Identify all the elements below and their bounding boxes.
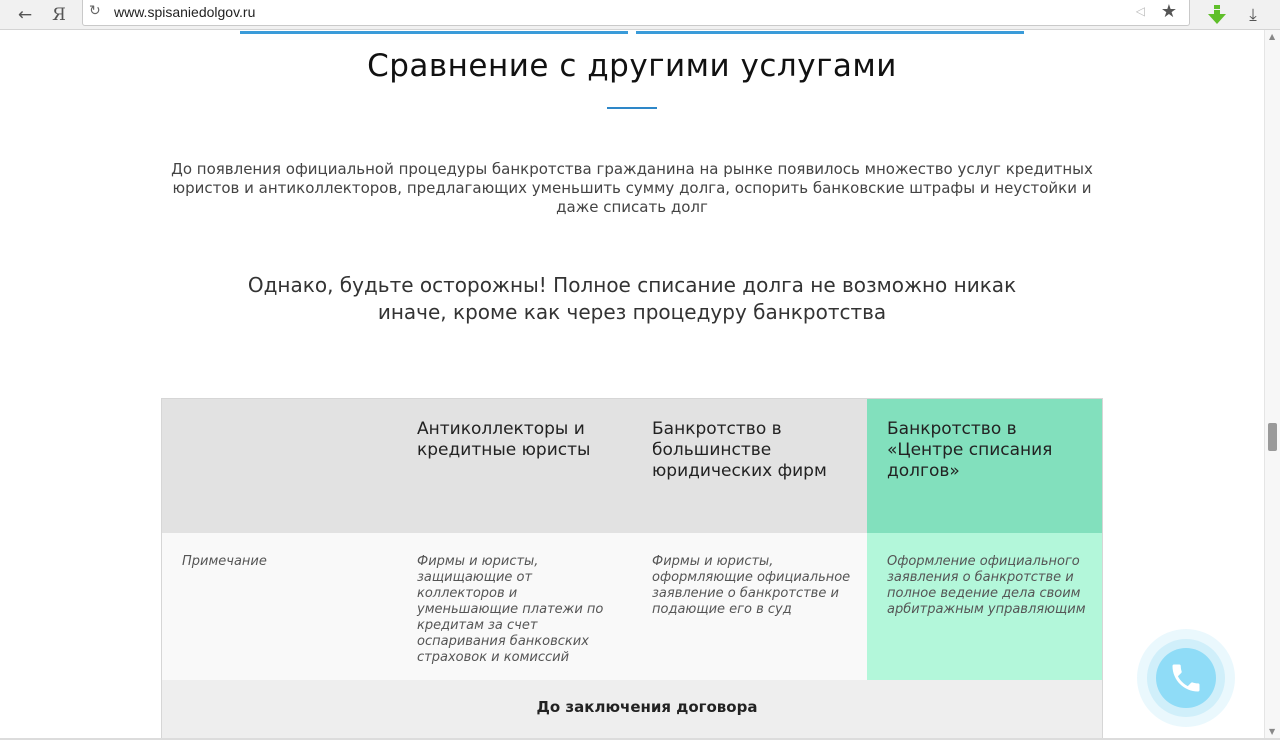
cell-text: Оформление официального заявления о банкротстве и полное ведение дела своим арбитражным управляющим: [887, 554, 1086, 617]
table-header-anticollectors: [397, 399, 632, 533]
scrollbar-thumb[interactable]: [1268, 423, 1277, 451]
yandex-icon[interactable]: Я: [52, 5, 66, 25]
table-header-debt-center: [867, 399, 1102, 533]
back-icon[interactable]: ←: [17, 5, 33, 25]
table-cell-law-firms-note: [632, 533, 867, 680]
table-header-empty: [162, 399, 397, 533]
title-divider: [607, 107, 657, 109]
page-content: [0, 30, 1264, 738]
bookmark-star-icon[interactable]: ★: [1160, 1, 1177, 22]
scroll-up-icon[interactable]: ▲: [1269, 32, 1276, 41]
cell-text: Примечание: [182, 554, 267, 569]
table-cell-debt-center-note: [867, 533, 1102, 680]
comparison-table: [161, 398, 1103, 738]
address-bar[interactable]: [82, 0, 1190, 26]
url-text[interactable]: www.spisaniedolgov.ru: [114, 4, 256, 20]
table-header-law-firms: [632, 399, 867, 533]
header-label: Банкротство в «Центре списания долгов»: [887, 419, 1053, 481]
table-cell-anticollectors-note: [397, 533, 632, 680]
table-section-row: [162, 680, 1102, 738]
browser-toolbar: [0, 0, 1280, 30]
vertical-scrollbar[interactable]: [1264, 30, 1280, 738]
header-label: Антиколлекторы и кредитные юристы: [417, 419, 591, 460]
scroll-down-icon[interactable]: ▼: [1269, 727, 1276, 736]
tab-underline-right: [636, 31, 1024, 34]
section-label: До заключения договора: [536, 698, 758, 716]
tab-underline-left: [240, 31, 628, 34]
cell-text: Фирмы и юристы, оформляющие официальное заявление о банкротстве и подающие его в суд: [652, 554, 851, 617]
downloads-icon[interactable]: ⤓: [1249, 5, 1257, 25]
intro-text: До появления официальной процедуры банкротства гражданина на рынке появилось множество услуг кредитных юристов и антиколлекторов, предлагающих уменьшить сумму долга, оспорить банковские штрафы и неустойки и даже списать долг: [171, 160, 1093, 216]
table-cell-note-label: [162, 533, 397, 680]
header-label: Банкротство в большинстве юридических фирм: [652, 419, 827, 481]
reload-icon[interactable]: ↻: [89, 3, 101, 19]
phone-icon: [1168, 660, 1204, 696]
call-button[interactable]: [1156, 648, 1216, 708]
warning-text: Однако, будьте осторожны! Полное списание долга не возможно никак иначе, кроме как через процедуру банкротства: [247, 273, 1017, 324]
section-title: Сравнение с другими услугами: [367, 48, 897, 84]
cell-text: Фирмы и юристы, защищающие от коллекторов и уменьшающие платежи по кредитам за счет оспаривания банковских страховок и комиссий: [417, 554, 604, 665]
share-icon[interactable]: ◁: [1135, 4, 1145, 18]
green-download-icon[interactable]: [1202, 0, 1232, 30]
